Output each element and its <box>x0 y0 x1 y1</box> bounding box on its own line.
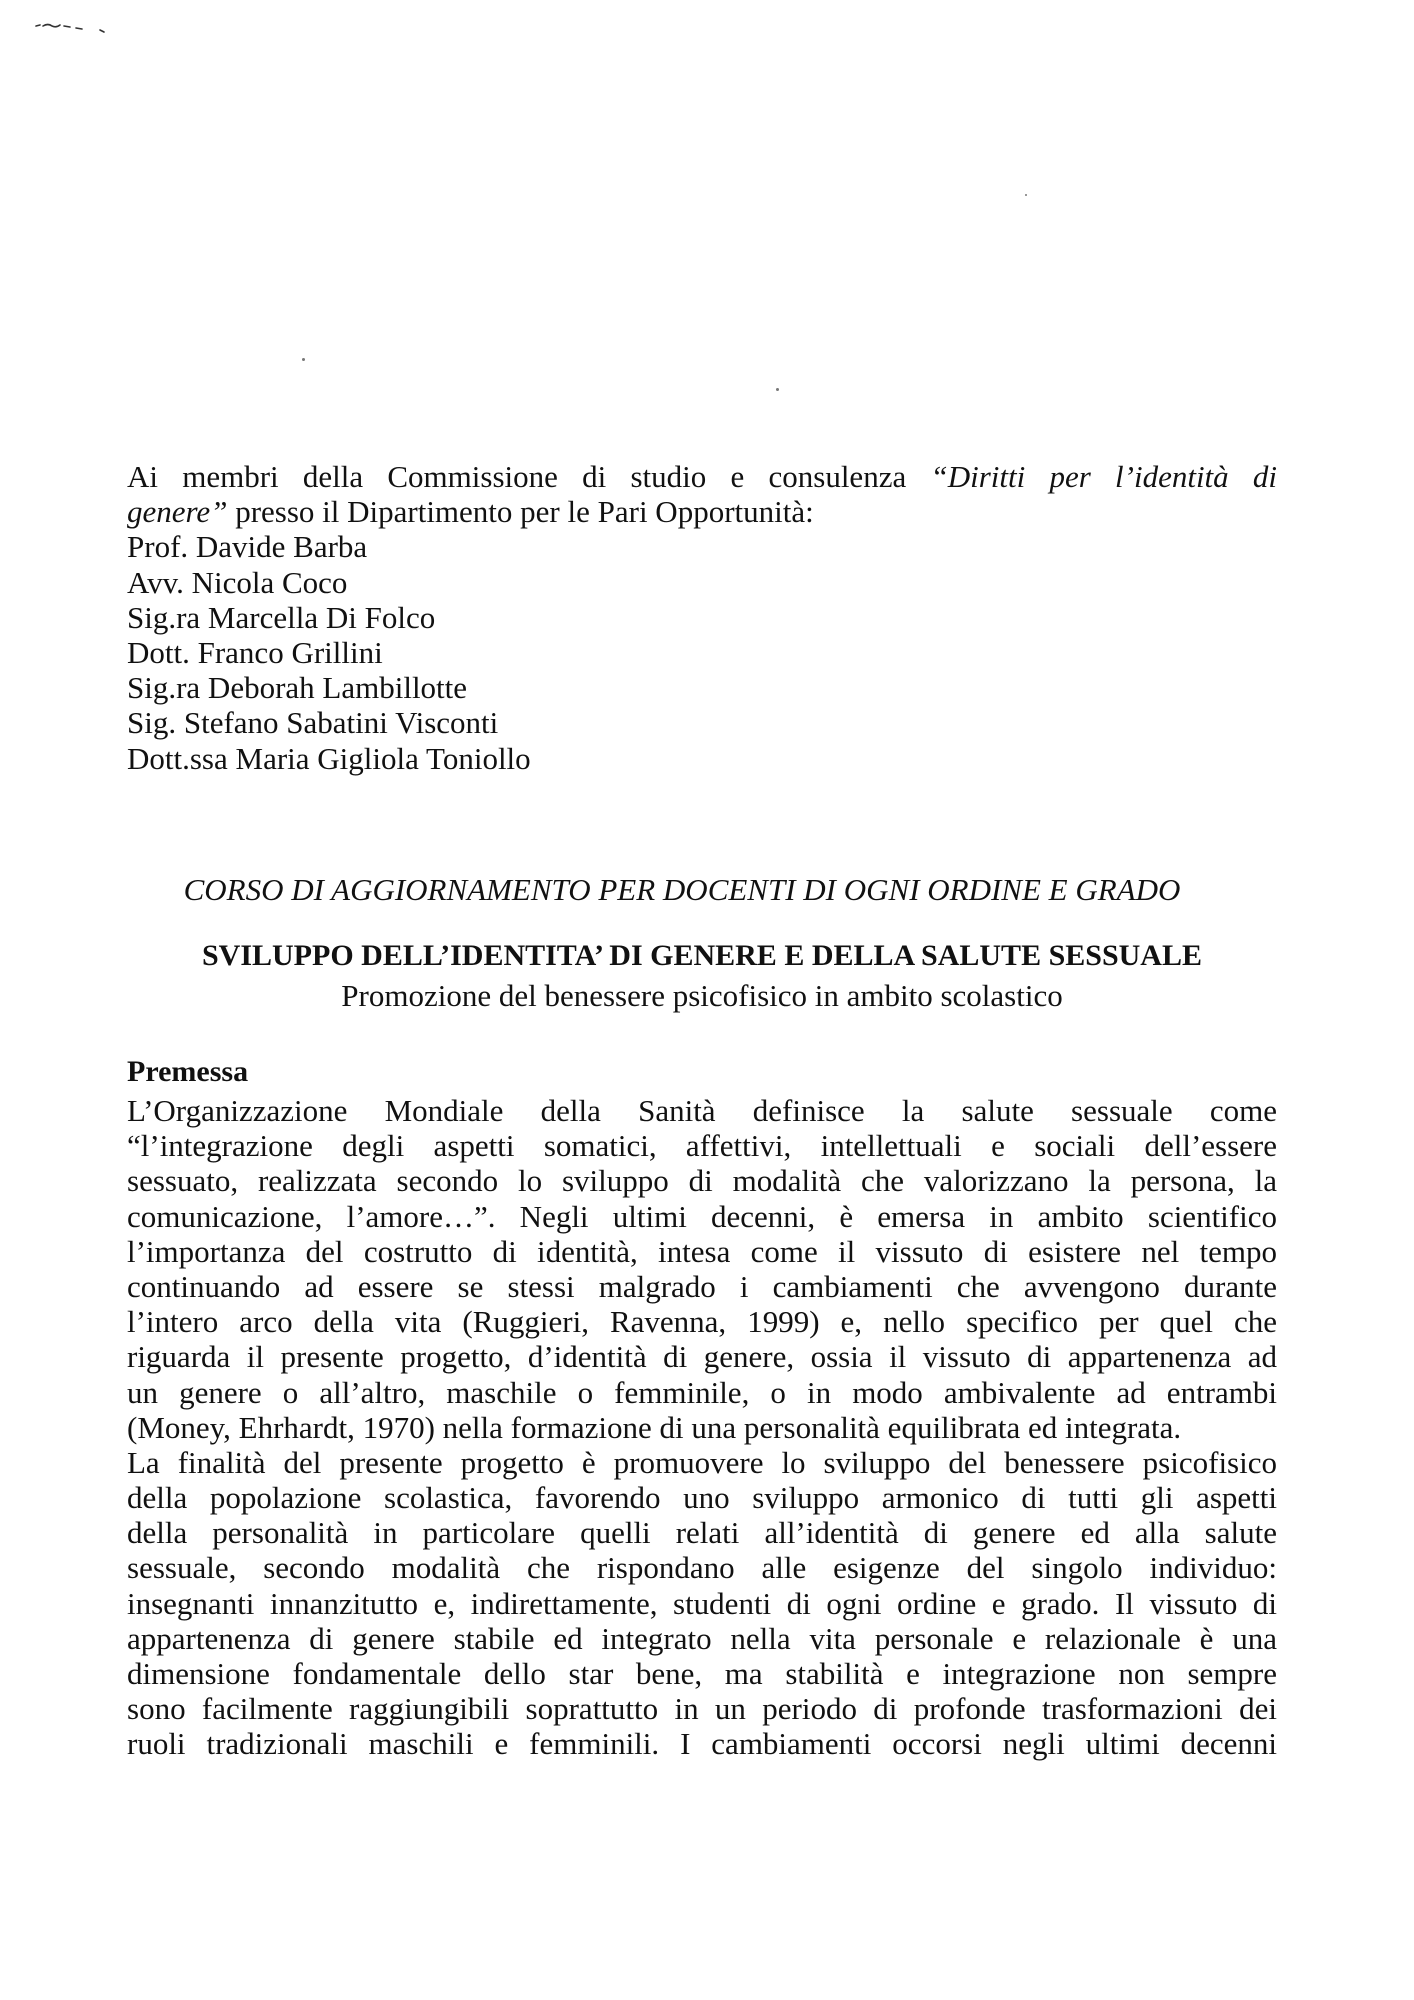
text-line: ruoli tradizionali maschili e femminili. I cambiamenti occorsi negli ultimi decenni <box>127 1726 1277 1762</box>
text-line: un genere o all’altro, maschile o femminile, o in modo ambivalente ad entrambi <box>127 1374 1277 1410</box>
recipient-name: Sig. Stefano Sabatini Visconti <box>127 705 499 741</box>
subtitle: Promozione del benessere psicofisico in ambito scolastico <box>341 978 1063 1013</box>
recipients-intro-line1 <box>127 459 1277 494</box>
text-line: sessuato, realizzata secondo lo sviluppo di modalità che valorizzano la persona, la <box>127 1163 1277 1199</box>
text-line: della popolazione scolastica, favorendo uno sviluppo armonico di tutti gli aspetti <box>127 1480 1277 1516</box>
commission-name-end: genere” <box>127 494 228 530</box>
text-line: l’intero arco della vita (Ruggieri, Ravenna, 1999) e, nello specifico per quel che <box>127 1304 1277 1340</box>
recipient-name: Dott.ssa Maria Gigliola Toniollo <box>127 740 531 776</box>
recipient-name: Prof. Davide Barba <box>127 529 368 565</box>
scan-speck <box>1025 194 1027 196</box>
body-paragraph <box>127 1093 1277 1762</box>
scan-speck <box>776 388 779 391</box>
recipient-name: Avv. Nicola Coco <box>127 564 348 600</box>
text-line: dimensione fondamentale dello star bene, ma stabilità e integrazione non sempre <box>127 1656 1277 1691</box>
text-line: riguarda il presente progetto, d’identità di genere, ossia il vissuto di appartenenza ad <box>127 1339 1277 1375</box>
recipient-name: Sig.ra Deborah Lambillotte <box>127 670 468 706</box>
text-line: insegnanti innanzitutto e, indirettamente, studenti di ogni ordine e grado. Il vissuto di <box>127 1585 1277 1621</box>
text-line: “l’integrazione degli aspetti somatici, affettivi, intellettuali e sociali dell’essere <box>127 1128 1277 1164</box>
text-line: L’Organizzazione Mondiale della Sanità definisce la salute sessuale come <box>127 1093 1277 1128</box>
intro-text: Ai membri della Commissione di studio e consulenza <box>127 459 907 494</box>
scan-mark <box>34 16 114 36</box>
commission-name: “Diritti per l’identità di <box>930 459 1278 494</box>
section-heading: Premessa <box>127 1055 249 1088</box>
text-line: sessuale, secondo modalità che rispondano alle esigenze del singolo individuo: <box>127 1550 1277 1586</box>
text-line: sono facilmente raggiungibili soprattutto in un periodo di profonde trasformazioni dei <box>127 1691 1277 1727</box>
text-line: (Money, Ehrhardt, 1970) nella formazione di una personalità equilibrata ed integrata. <box>127 1409 1182 1445</box>
text-line: appartenenza di genere stabile ed integrato nella vita personale e relazionale è una <box>127 1620 1277 1656</box>
course-title: CORSO DI AGGIORNAMENTO PER DOCENTI DI OGNI ORDINE E GRADO <box>183 872 1181 907</box>
text-line: della personalità in particolare quelli relati all’identità di genere ed alla salute <box>127 1515 1277 1551</box>
main-title: SVILUPPO DELL’IDENTITA’ DI GENERE E DELLA SALUTE SESSUALE <box>201 939 1202 972</box>
recipients-intro-line2 <box>127 494 1277 529</box>
text-line: continuando ad essere se stessi malgrado i cambiamenti che avvengono durante <box>127 1268 1277 1304</box>
text-line: l’importanza del costrutto di identità, intesa come il vissuto di esistere nel tempo <box>127 1233 1277 1269</box>
recipient-name: Sig.ra Marcella Di Folco <box>127 599 436 635</box>
scan-speck <box>302 358 305 361</box>
recipients-block <box>127 459 1277 776</box>
text-line: La finalità del presente progetto è promuovere lo sviluppo del benessere psicofisico <box>127 1444 1277 1480</box>
department-text: presso il Dipartimento per le Pari Opportunità: <box>227 494 814 530</box>
recipient-name: Dott. Franco Grillini <box>127 635 383 671</box>
text-line: comunicazione, l’amore…”. Negli ultimi decenni, è emersa in ambito scientifico <box>127 1198 1277 1234</box>
